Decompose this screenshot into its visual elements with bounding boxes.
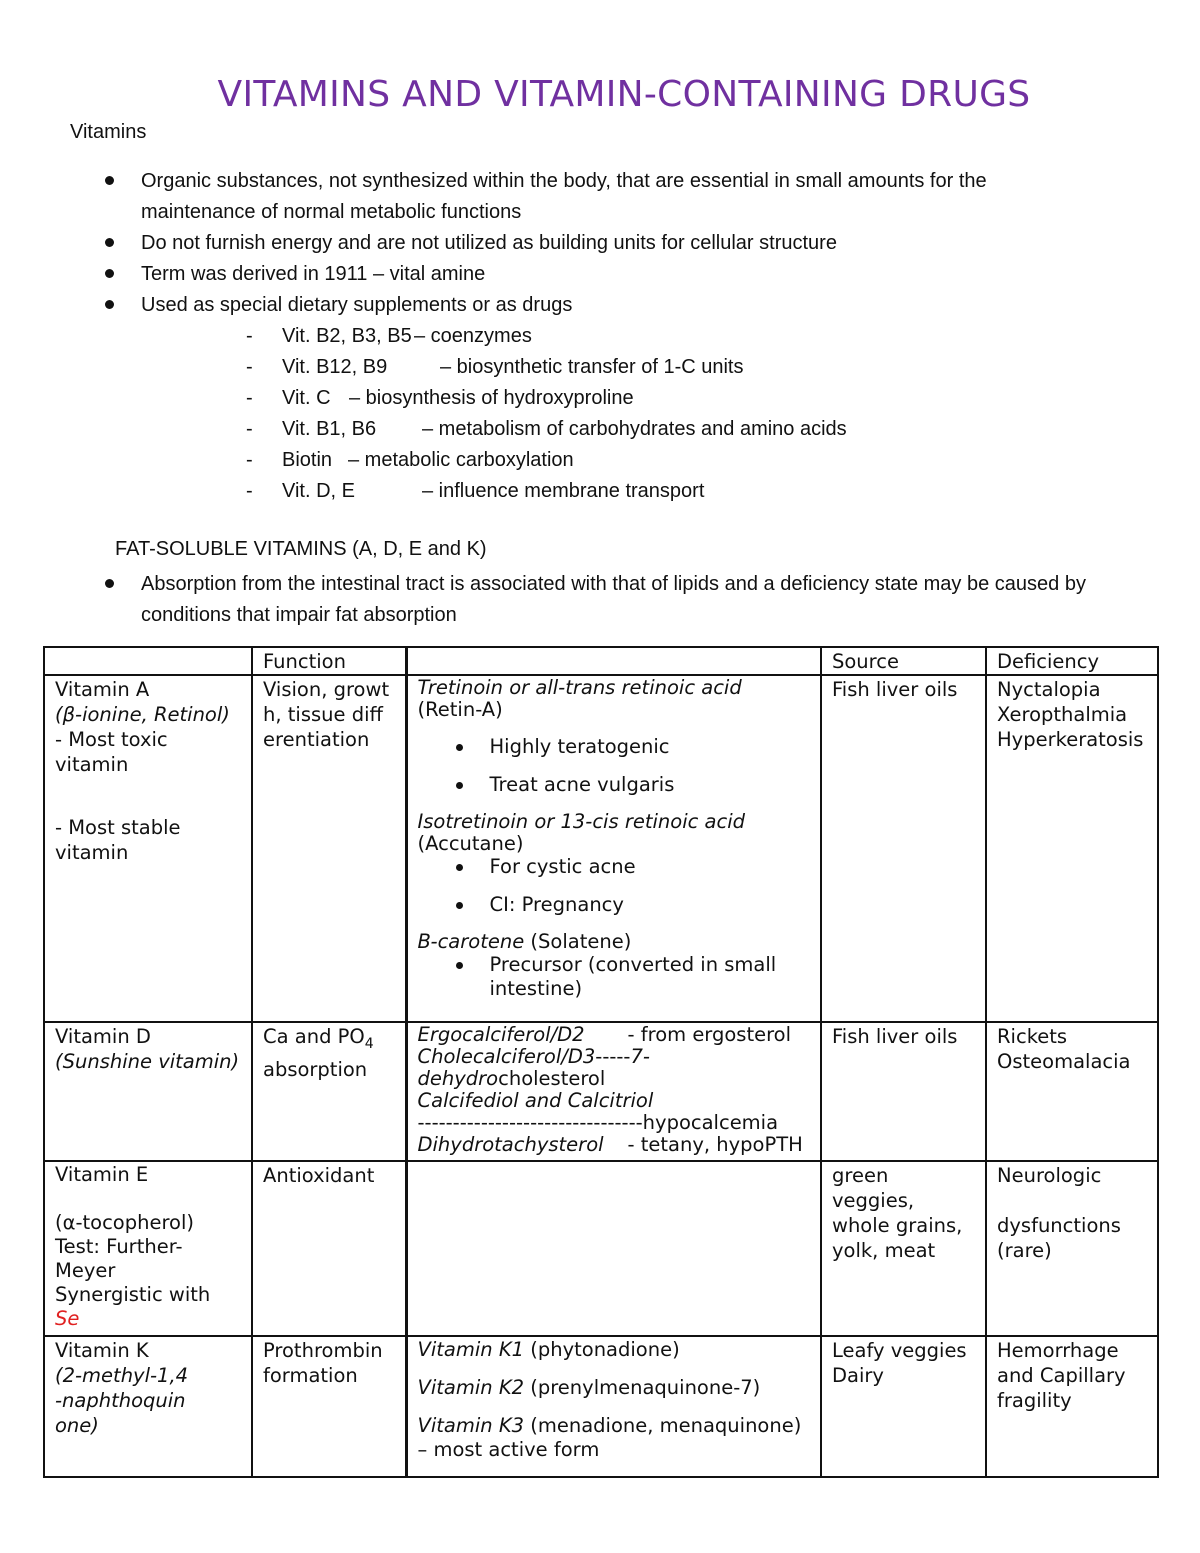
deficiency-item: dysfunctions (rare) [997,1214,1121,1262]
table-row [44,1336,1158,1477]
function-text: absorption [263,1057,368,1081]
drug-dash: -------------------------------- [417,1111,643,1134]
drug-desc: (prenylmenaquinone-7) [530,1376,761,1399]
drug-cell [406,1336,821,1477]
deficiency-cell [986,1161,1158,1336]
vitamin-note: - Most toxic vitamin [55,728,168,776]
header-cell-function: Function [252,647,406,675]
vitamin-note: - Most stable vitamin [55,816,181,864]
list-item: Organic substances, not synthesized within the body, that are essential in small amounts for the maintenance of normal metabolic functions [0,166,1100,228]
uses-dash-list [0,321,1100,507]
header-cell [406,647,821,675]
table-row [44,1022,1158,1161]
header-cell-source: Source [821,647,986,675]
table-row [44,1161,1158,1336]
use-label: Vit. B1, B6 [282,418,377,440]
drug-desc: (phytonadione) [530,1338,680,1361]
deficiency-item: Xeropthalmia [997,703,1128,726]
vitamin-cell [44,1022,252,1161]
function-subscript: 4 [364,1035,374,1052]
use-desc: – biosynthetic transfer of 1-C units [440,356,744,378]
drug-desc: cholesterol [498,1067,606,1090]
list-item [0,321,1100,352]
drug-name: Ergocalciferol/D2 [417,1023,585,1046]
source-item: Dairy [832,1364,884,1387]
list-item [0,414,1100,445]
list-item: Treat acne vulgaris [418,773,811,797]
drug-desc: - tetany, hypoPTH [627,1133,803,1156]
list-item [0,352,1100,383]
vitamin-cell [44,1336,252,1477]
source-cell: green veggies, whole grains, yolk, meat [821,1161,986,1336]
list-item [0,476,1100,507]
list-item: Do not furnish energy and are not utilized as building units for cellular structure [0,228,1100,259]
fat-soluble-bullet-list [0,569,1100,631]
use-label: Vit. B2, B3, B5 [282,325,412,347]
table-header-row [44,647,1158,675]
source-cell: Fish liver oils [821,675,986,1022]
function-cell: Vision, growth, tissue differentiation [252,675,406,1022]
drug-brand: (Accutane) [417,832,524,855]
use-desc: – coenzymes [414,325,532,347]
function-cell [252,1022,406,1161]
vitamin-name: Vitamin E [55,1163,149,1186]
drug-points [418,855,811,917]
list-item: Precursor (converted in small intestine) [418,953,811,1001]
drug-name: Isotretinoin or 13-cis retinoic acid [417,810,745,833]
deficiency-item: Rickets [997,1025,1068,1048]
function-cell: Antioxidant [252,1161,406,1336]
drug-name: Dihydrotachysterol [417,1133,604,1156]
use-label: Vit. B12, B9 [282,356,388,378]
list-item: Highly teratogenic [418,735,811,759]
table-row [44,675,1158,1022]
drug-points [418,735,811,797]
drug-name: Vitamin K1 [417,1338,525,1361]
vitamins-bullet-list [0,166,1100,321]
drug-desc: 7-dehydro [417,1045,650,1090]
header-cell-deficiency: Deficiency [986,647,1158,675]
deficiency-item: Nyctalopia [997,678,1101,701]
drug-points [418,953,811,1001]
page-title: VITAMINS AND VITAMIN-CONTAINING DRUGS [217,74,1031,115]
vitamin-table [43,646,1159,1478]
use-desc: – biosynthesis of hydroxyproline [349,387,634,409]
fat-soluble-heading: FAT-SOLUBLE VITAMINS (A, D, E and K) [115,538,487,560]
list-item: CI: Pregnancy [418,893,811,917]
source-cell [821,1336,986,1477]
header-cell [44,647,252,675]
deficiency-cell [986,675,1158,1022]
function-cell: Prothrombin formation [252,1336,406,1477]
use-desc: – influence membrane transport [422,480,705,502]
source-cell: Fish liver oils [821,1022,986,1161]
drug-brand: (Retin-A) [417,698,503,721]
use-label: Vit. D, E [282,480,355,502]
vitamin-test: Test: Further-Meyer [55,1235,183,1282]
use-label: Biotin [282,449,333,471]
drug-cell [406,675,821,1022]
vitamin-alias: (2-methyl-1,4-naphthoquinone) [55,1364,189,1437]
list-item: Term was derived in 1911 – vital amine [0,259,1100,290]
function-text: Ca and PO [263,1025,365,1048]
vitamin-alias: (Sunshine vitamin) [55,1050,240,1073]
list-item [0,383,1100,414]
vitamin-name: Vitamin K [55,1339,149,1362]
list-item [0,445,1100,476]
use-desc: – metabolism of carbohydrates and amino acids [422,418,847,440]
deficiency-cell [986,1022,1158,1161]
drug-name: Cholecalciferol/D3 [417,1045,596,1068]
list-item [0,290,1100,321]
list-item-text: Used as special dietary supplements or as drugs [141,294,573,316]
vitamin-cell [44,675,252,1022]
vitamins-heading: Vitamins [70,121,147,143]
use-desc: – metabolic carboxylation [348,449,574,471]
drug-name: Tretinoin or all-trans retinoic acid [417,676,742,699]
vitamin-synergy: Synergistic with [55,1283,211,1306]
use-label: Vit. C [282,387,331,409]
drug-desc: hypocalcemia [642,1111,779,1134]
deficiency-item: Neurologic [997,1164,1102,1187]
vitamin-alias: (α-tocopherol) [55,1211,195,1234]
vitamin-name: Vitamin D [55,1025,151,1048]
drug-brand: (Solatene) [530,930,632,953]
drug-name: B-carotene [417,930,525,953]
drug-cell [406,1161,821,1336]
source-item: Leafy veggies [832,1339,967,1362]
drug-name: Vitamin K3 [417,1414,525,1437]
drug-cell [406,1022,821,1161]
list-item: For cystic acne [418,855,811,879]
deficiency-item: Hyperkeratosis [997,728,1144,751]
drug-name: Calcifediol and Calcitriol [417,1089,654,1112]
drug-name: Vitamin K2 [417,1376,525,1399]
drug-dash: ----- [595,1045,631,1068]
drug-desc: - from ergosterol [627,1023,792,1046]
vitamin-cell [44,1161,252,1336]
selenium-label: Se [55,1307,80,1330]
deficiency-item: Osteomalacia [997,1050,1131,1073]
vitamin-alias: (β-ionine, Retinol) [55,703,230,726]
deficiency-cell: Hemorrhage and Capillary fragility [986,1336,1158,1477]
vitamin-name: Vitamin A [55,678,150,701]
drug-desc: (menadione, menaquinone) – most active form [417,1414,802,1461]
list-item: Absorption from the intestinal tract is associated with that of lipids and a deficiency state may be caused by conditions that impair fat absorption [0,569,1100,631]
